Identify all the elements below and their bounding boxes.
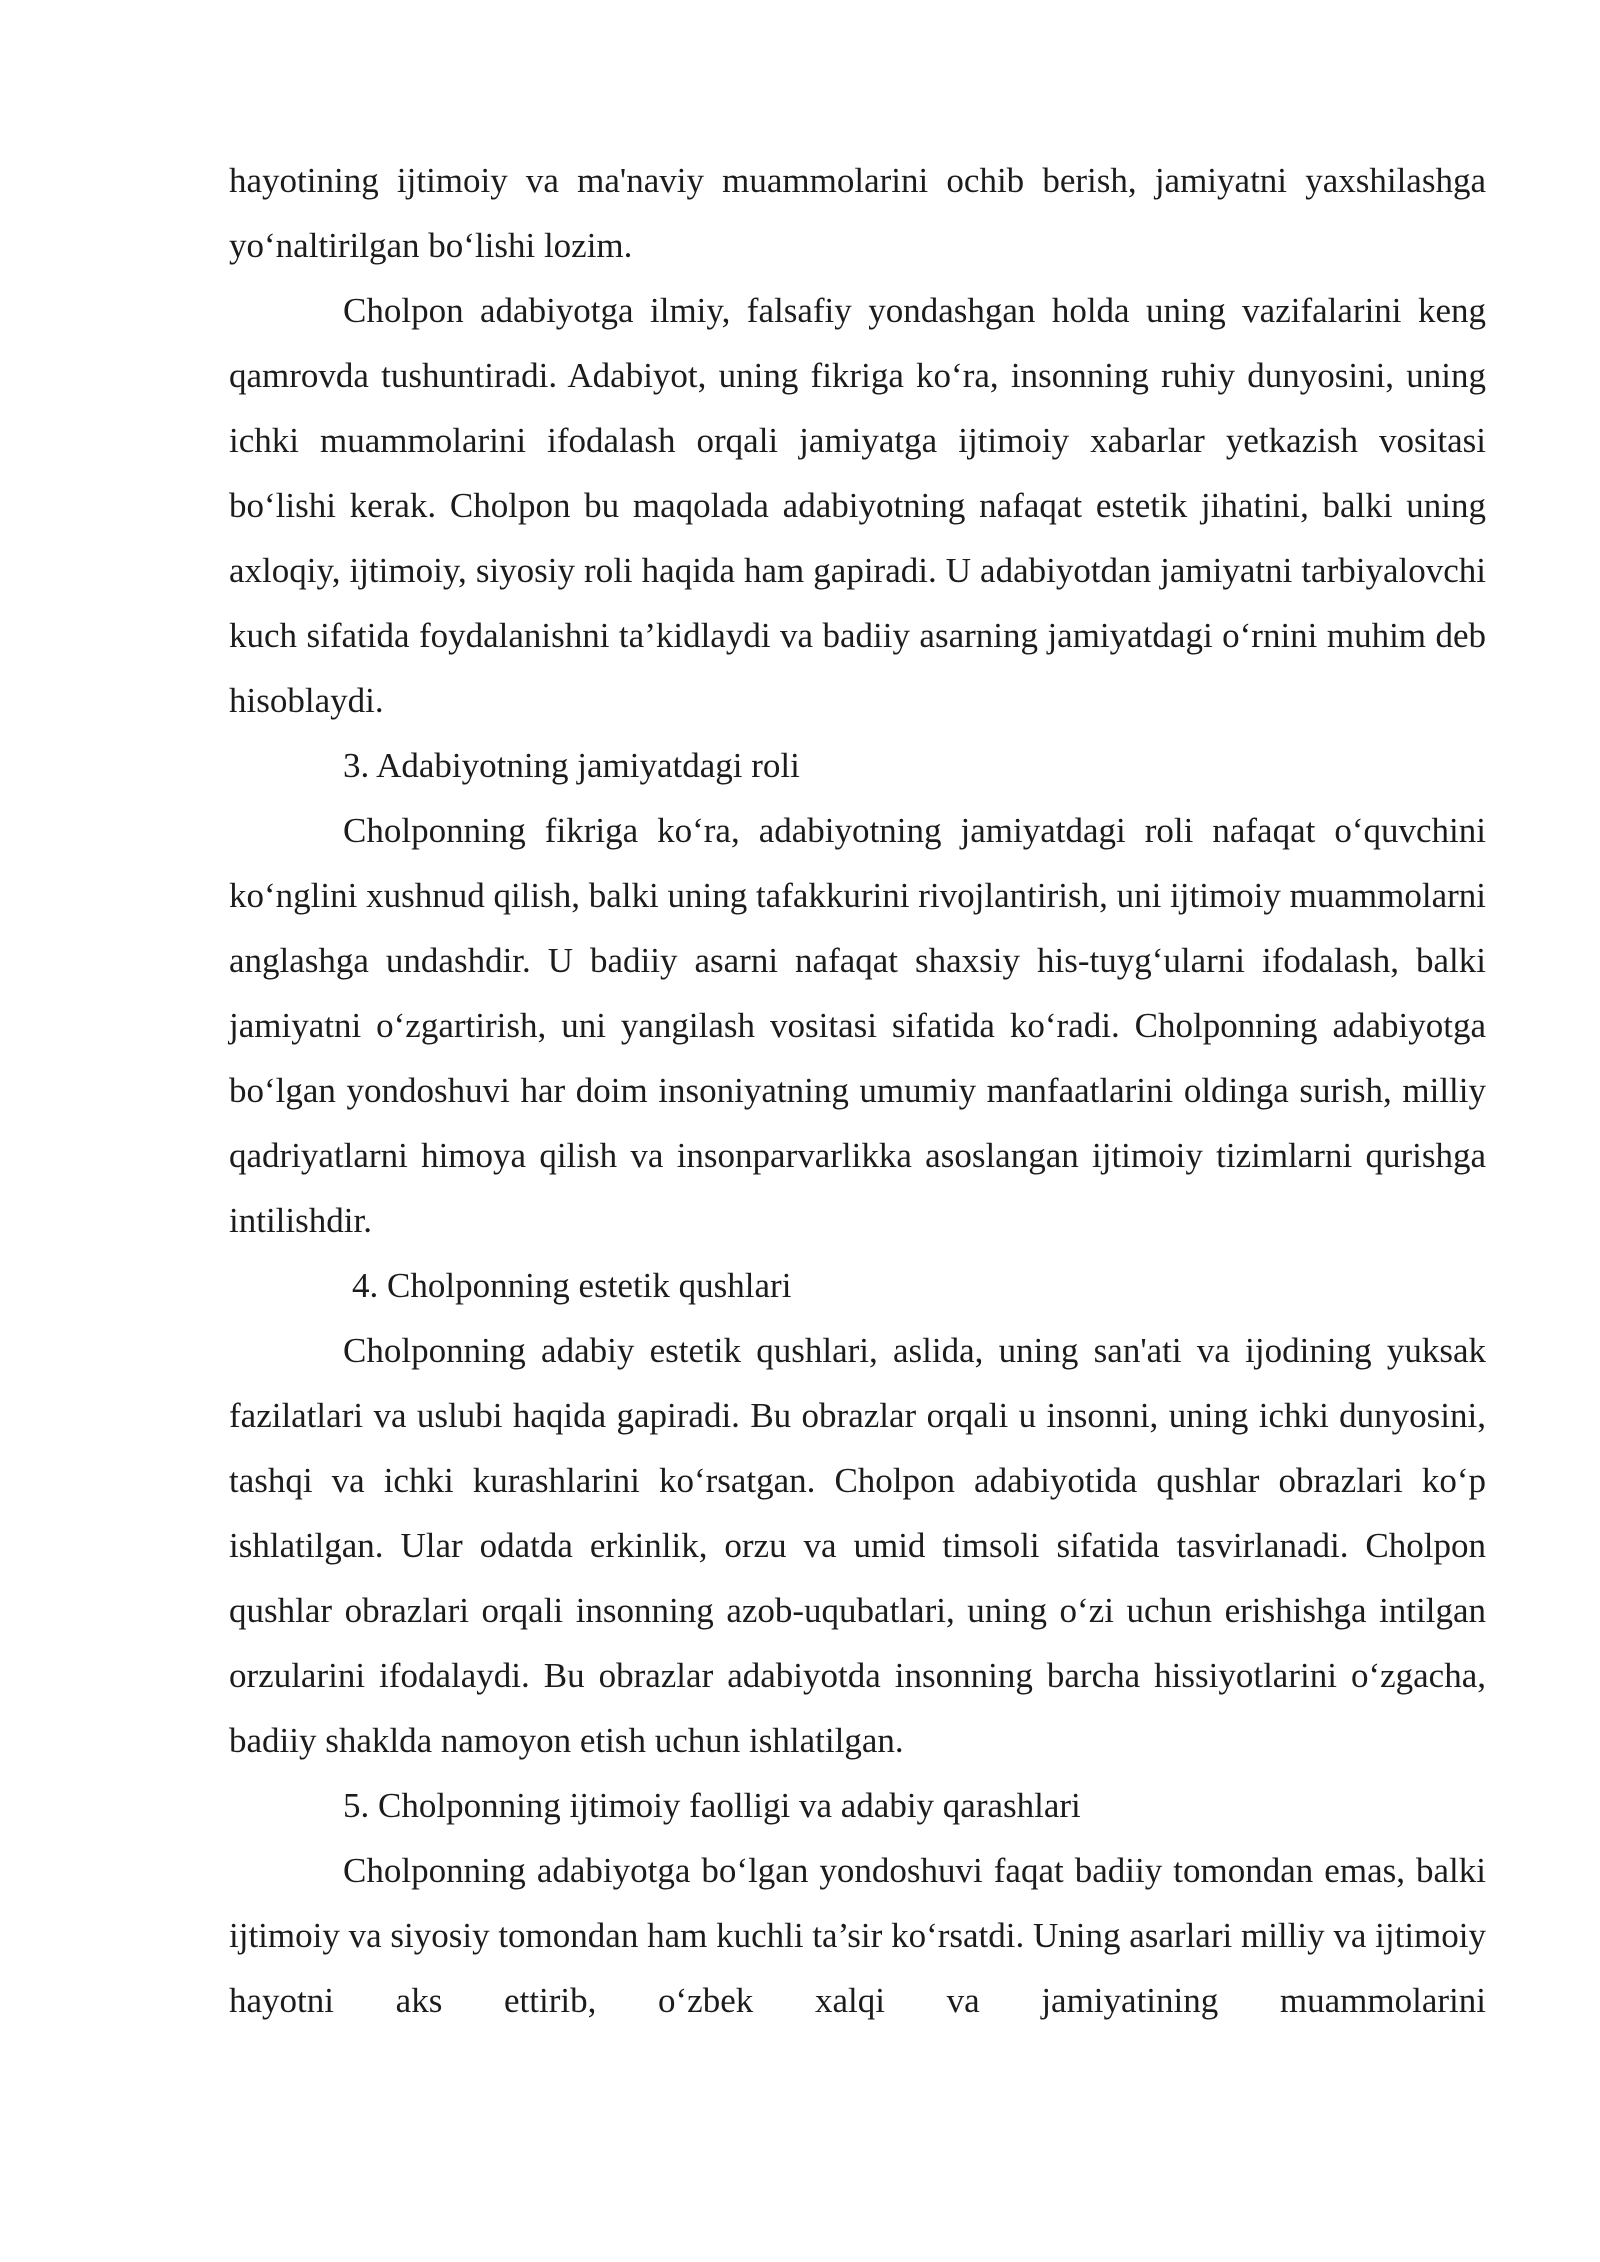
section-heading-4: 4. Cholponning estetik qushlari [352,1266,792,1305]
paragraph-literature-tasks: Cholpon adabiyotga ilmiy, falsafiy yondashgan holda uning vazifalarini keng qamrovda tushuntiradi. Adabiyot, uning fikriga ko‘ra, insonning ruhiy dunyosini, uning ichki muammolarini ifodalash orqali jamiyatga ijtimoiy xabarlar yetkazish vositasi bo‘lishi kerak. Cholpon bu maqolada adabiyotning nafaqat estetik jihatini, balki uning axloqiy, ijtimoiy, siyosiy roli haqida ham gapiradi. U adabiyotdan jamiyatni tarbiyalovchi kuch sifatida foydalanishni ta’kidlaydi va badiiy asarning jamiyatdagi o‘rnini muhim deb hisoblaydi. [229,291,1486,720]
paragraph-aesthetic-birds: Cholponning adabiy estetik qushlari, aslida, uning san'ati va ijodining yuksak fazilatlari va uslubi haqida gapiradi. Bu obrazlar orqali u insonni, uning ichki dunyosini, tashqi va ichki kurashlarini ko‘rsatgan. Cholpon adabiyotida qushlar obrazlari ko‘p ishlatilgan. Ular odatda erkinlik, orzu va umid timsoli sifatida tasvirlanadi. Cholpon qushlar obrazlari orqali insonning azob-uqubatlari, uning o‘zi uchun erishishga intilgan orzularini ifodalaydi. Bu obrazlar adabiyotda insonning barcha hissiyotlarini o‘zgacha, badiiy shaklda namoyon etish uchun ishlatilgan. [229,1331,1486,1760]
section-heading-5: 5. Cholponning ijtimoiy faolligi va adabiy qarashlari [343,1786,1081,1825]
paragraph-role-in-society: Cholponning fikriga ko‘ra, adabiyotning jamiyatdagi roli nafaqat o‘quvchini ko‘nglini xushnud qilish, balki uning tafakkurini rivojlantirish, uni ijtimoiy muammolarni anglashga undashdir. U badiiy asarni nafaqat shaxsiy his-tuyg‘ularni ifodalash, balki jamiyatni o‘zgartirish, uni yangilash vositasi sifatida ko‘radi. Cholponning adabiyotga bo‘lgan yondoshuvi har doim insoniyatning umumiy manfaatlarini oldinga surish, milliy qadriyatlarni himoya qilish va insonparvarlikka asoslangan ijtimoiy tizimlarni qurishga intilishdir. [229,811,1486,1240]
paragraph-continuation: hayotining ijtimoiy va ma'naviy muammolarini ochib berish, jamiyatni yaxshilashga yo‘naltirilgan bo‘lishi lozim. [229,161,1486,265]
document-page [229,148,1486,2033]
section-heading-3: 3. Adabiyotning jamiyatdagi roli [343,746,800,785]
paragraph-social-activity: Cholponning adabiyotga bo‘lgan yondoshuvi faqat badiiy tomondan emas, balki ijtimoiy va siyosiy tomondan ham kuchli ta’sir ko‘rsatdi. Uning asarlari milliy va ijtimoiy hayotni aks ettirib, o‘zbek xalqi va jamiyatining muammolarini [229,1851,1486,2020]
